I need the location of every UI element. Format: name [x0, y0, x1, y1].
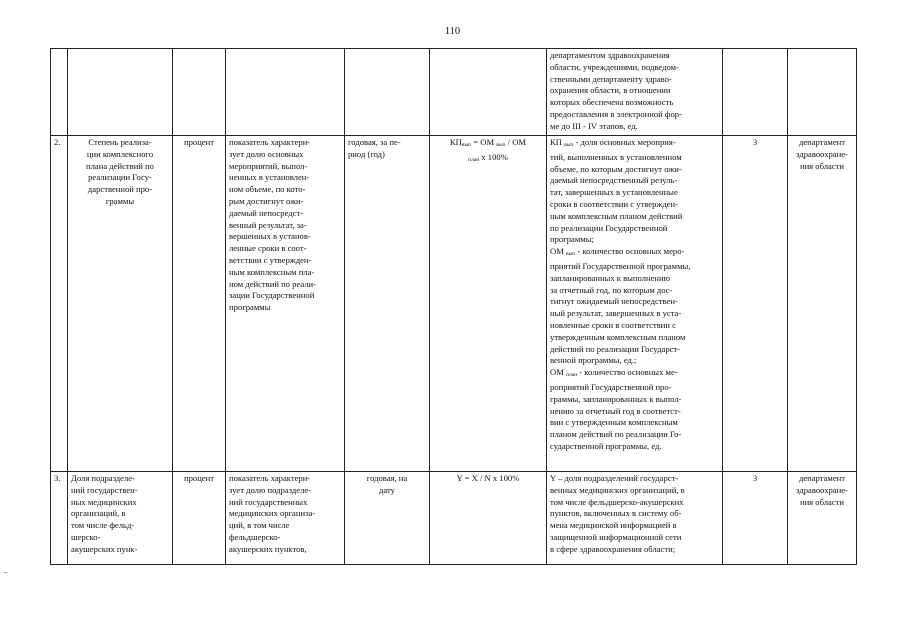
table-row [51, 136, 857, 472]
formula-text: $КП_{вып}$ = ОМ $_{вып}$ / ОМ $_{план}$ х 100% [449, 137, 527, 163]
table-row [51, 49, 857, 136]
definition-cell: показатель характери- зует долю подразделе- ний государственных медицинских организа- ций, в том числе фельдшерско- акушерских пунктов, [226, 472, 345, 565]
explanation-part: ОМ $_{вып}$ - количество основных меро- приятий Государственной программы, запланированных к выполнению за отчетный год, по которым дос- тигнут ожидаемый непосредствен- ный результат, завершенных в уста- новленные сроки в соответствии с утвержденным комплексным планом действий по реализации Государст- венной программы, ед.; [550, 246, 691, 366]
row-number-cell: 3. [51, 472, 68, 565]
periodicity-cell: годовая, за пе- риод (год) [345, 136, 430, 472]
row-number-cell [51, 49, 68, 136]
explanation-cell [547, 136, 723, 472]
indicator-name-cell [68, 49, 173, 136]
unit-cell [173, 49, 226, 136]
explanation-cell: Y – доля подразделений государст- венных медицинских организаций, в том числе фельдшерско-акушерских пунктов, включенных в систему об- мена медицинской информацией в защищенной информационной сети в сфере здравоохранения области; [547, 472, 723, 565]
explanation-cell: департаментом здравоохранения области, учреждениями, подведом- ственными департаменту здраво- охранения области, в отношении которых обеспечена возможность предоставления в электронной фор- ме до III - IV этапов, ед. [547, 49, 723, 136]
row-number-cell: 2. [51, 136, 68, 472]
method-cell [723, 49, 788, 136]
method-cell: 3 [723, 136, 788, 472]
responsible-cell [788, 49, 857, 136]
explanation-part: ОМ $_{план}$ - количество основных ме- роприятий Государственной про- граммы, запланированных к выпол- нению за отчетный год в соответст- вии с утвержденным комплексным планом действий по реализации Го- сударственной программы, ед. [550, 367, 682, 451]
table-row [51, 472, 857, 565]
formula-cell [430, 136, 547, 472]
responsible-cell: департамент здравоохране- ния области [788, 136, 857, 472]
formula-cell [430, 49, 547, 136]
method-cell: 3 [723, 472, 788, 565]
page-number: 110 [444, 26, 461, 37]
periodicity-cell: годовая, на дату [345, 472, 430, 565]
explanation-part: КП $_{вып}$ - доля основных мероприя- тий, выполненных в установленном объеме, по которым достигнут ожи- даемый непосредственный резуль- тат, завершенных в установленные сроки в соответствии с утвержден- ным комплексным планом действий по реализации Государственной программы; [550, 137, 683, 245]
margin-mark [4, 572, 7, 573]
unit-cell: процент [173, 136, 226, 472]
definition-cell: показатель характери- зует долю основных мероприятий, выпол- ненных в установлен- ном объеме, по кото- рым достигнут ожи- даемый непосредст- венный результат, за- вершенных в установ- ленные сроки в соот- ветствии с утвержден- ным комплексным пла- ном действий по реали- зации Государственной программы [226, 136, 345, 472]
indicator-table [50, 48, 857, 565]
definition-cell [226, 49, 345, 136]
indicator-name-cell: Доля подразделе- ний государствен- ных медицинских организаций, в том числе фельд- шерско- акушерских пунк- [68, 472, 173, 565]
unit-cell: процент [173, 472, 226, 565]
periodicity-cell [345, 49, 430, 136]
indicator-name-cell: Степень реализа- ции комплексного плана действий по реализации Госу- дарственной про- граммы [68, 136, 173, 472]
responsible-cell: департамент здравоохране- ния области [788, 472, 857, 565]
formula-cell: Y = X / N x 100% [430, 472, 547, 565]
